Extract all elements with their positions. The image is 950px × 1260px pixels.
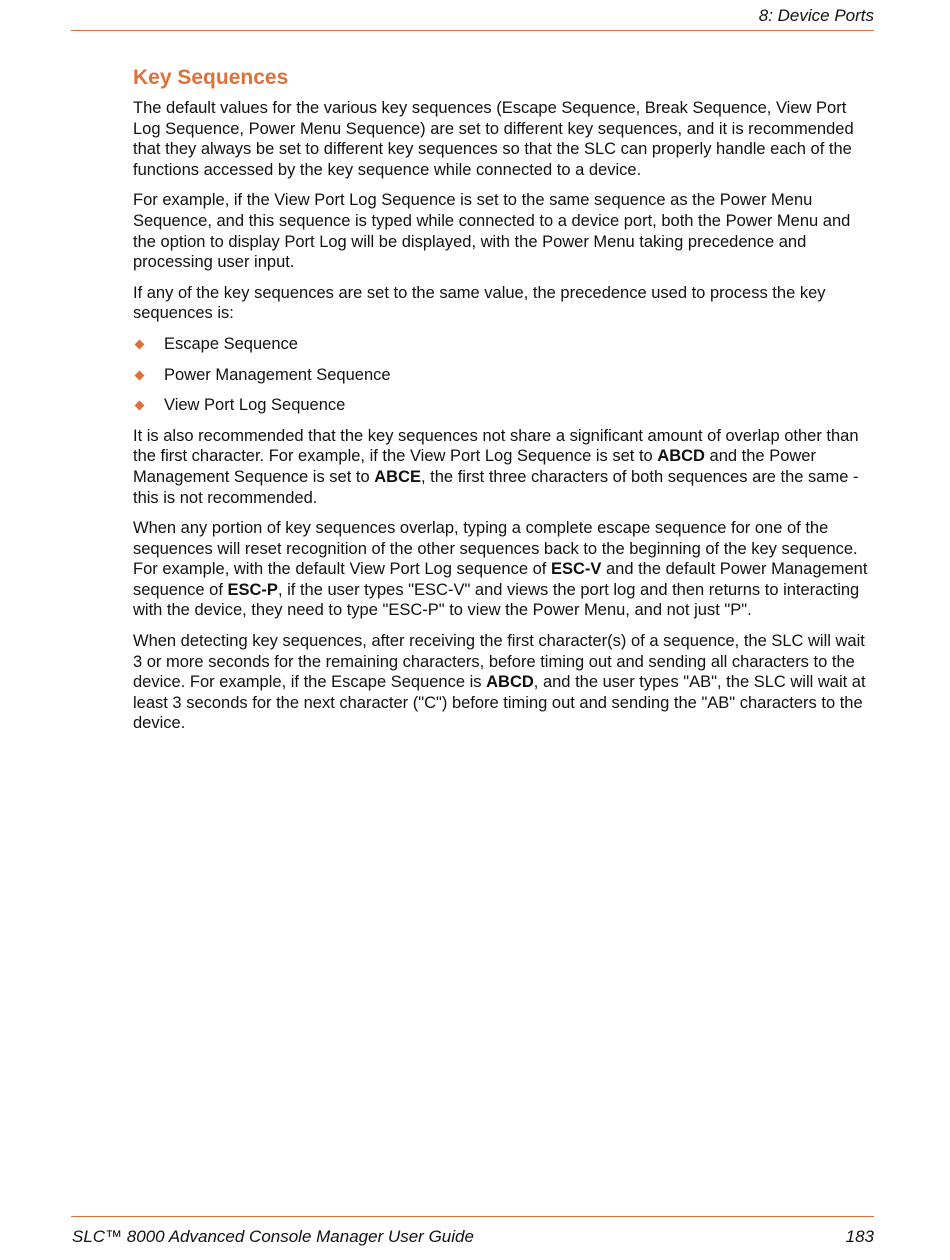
footer-rule — [71, 1216, 874, 1217]
running-footer-guide-title: SLC™ 8000 Advanced Console Manager User Guide — [72, 1227, 474, 1246]
section-title: Key Sequences — [133, 66, 289, 89]
running-header-chapter: 8: Device Ports — [758, 6, 874, 25]
text-run: and the Power Management Sequence is set to — [133, 447, 816, 486]
paragraph-default-values: The default values for the various key sequences (Escape Sequence, Break Sequence, View Port Log Sequence, Power Menu Sequence) are set to different key sequences, and it is recommended that they always be set to different key sequences so that the SLC can properly handle each of the functions accessed by the key sequence while connected to a device. — [133, 99, 854, 179]
bold-value: ESC-V — [550, 560, 602, 579]
bold-value: ABCE — [374, 467, 421, 486]
text-run: It is also recommended that the key sequences not share a significant amount of overlap other than the first character. For example, if the View Port Log Sequence is set to — [133, 426, 859, 466]
diamond-bullet-icon — [135, 401, 145, 411]
paragraph-example-overlap: For example, if the View Port Log Sequence is set to the same sequence as the Power Menu Sequence, and this sequence is typed while connected to a device port, both the Power Menu and the option to display Port Log will be displayed, with the Power Menu taking precedence and processing user input. — [133, 191, 851, 272]
page-number: 183 — [845, 1227, 874, 1246]
list-item-label: Power Management Sequence — [164, 365, 391, 384]
text-run: , the first three characters of both sequences are the same - this is not recommended. — [133, 467, 859, 507]
list-item — [133, 334, 874, 355]
list-item — [133, 395, 874, 416]
bold-value: ESC-P — [227, 580, 278, 599]
paragraph-precedence-intro: If any of the key sequences are set to the same value, the precedence used to process the key sequences is: — [133, 283, 826, 323]
diamond-bullet-icon — [135, 339, 145, 349]
paragraph-reset-recognition — [133, 518, 874, 621]
paragraph-overlap-recommendation — [133, 426, 874, 508]
paragraph-timeout-detection — [133, 631, 874, 734]
text-run: When detecting key sequences, after receiving the first character(s) of a sequence, the SLC will wait 3 or more seconds for the remaining characters, before timing out and sending all characters to the device. For example, if the Escape Sequence is — [133, 632, 865, 692]
text-run: and the default Power Management sequence of — [133, 560, 868, 599]
diamond-bullet-icon — [135, 370, 145, 380]
bold-value: ABCD — [486, 673, 534, 692]
page-content — [133, 64, 874, 744]
bold-value: ABCD — [657, 447, 705, 466]
list-item — [133, 365, 874, 386]
text-run: When any portion of key sequences overlap, typing a complete escape sequence for one of the sequences will reset recognition of the other sequences back to the beginning of the key sequence. For example, with the default View Port Log sequence of — [133, 519, 858, 579]
text-run: , if the user types "ESC-V" and views the port log and then returns to interacting with the device, they need to type "ESC-P" to view the Power Menu, and not just "P". — [133, 580, 860, 620]
text-run: , and the user types "AB", the SLC will wait at least 3 seconds for the next character ("C") before timing out and sending the "AB" characters to the device. — [133, 673, 866, 733]
precedence-list — [133, 334, 874, 416]
header-rule — [71, 30, 874, 31]
list-item-label: View Port Log Sequence — [164, 396, 346, 415]
list-item-label: Escape Sequence — [164, 334, 298, 353]
